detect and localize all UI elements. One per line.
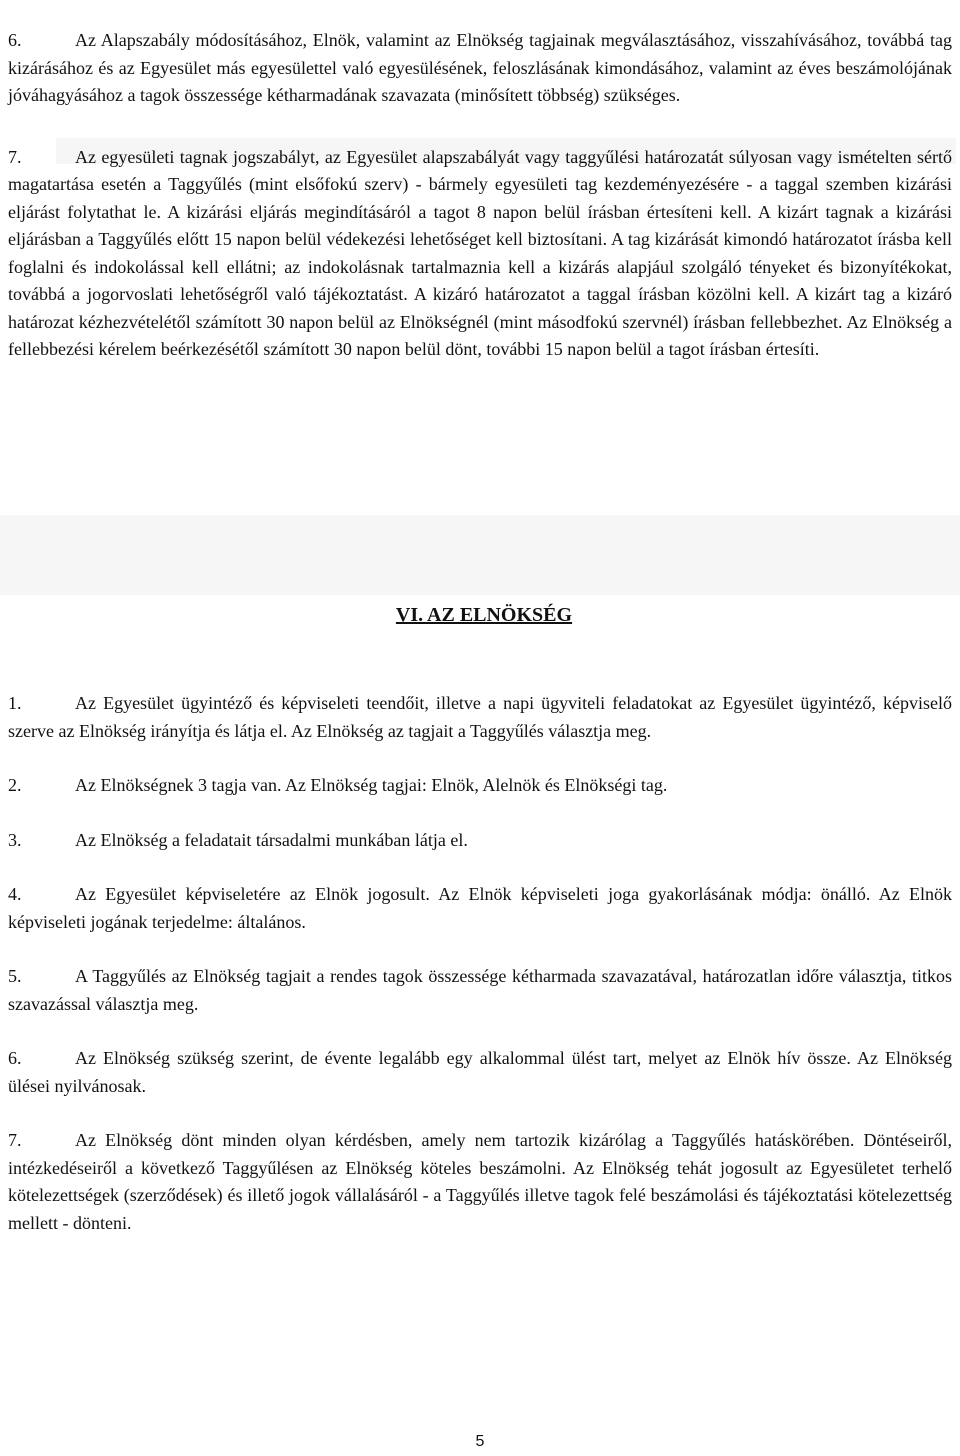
- paragraph-6: [8, 1045, 952, 1100]
- section-body: [8, 690, 952, 1237]
- paragraph-number: 3.: [8, 829, 22, 850]
- paragraph-number: 6.: [8, 30, 22, 50]
- shaded-band-middle: [0, 515, 960, 595]
- paragraph-4: [8, 881, 952, 936]
- paragraph-number: 7.: [8, 146, 22, 167]
- paragraph-text: Az Alapszabály módosításához, Elnök, valamint az Elnökség tagjainak megválasztásához, visszahívásához, továbbá tag kizárásához és az Egyesület más egyesülettel való egyesülésének, feloszlásának kimondásához, valamint az éves beszámolójának jóváhagyásához a tagok összessége kétharmadának szavazata (minősített többség) szükséges.: [8, 30, 952, 105]
- paragraph-text: Az Elnökségnek 3 tagja van. Az Elnökség tagjai: Elnök, Alelnök és Elnökségi tag.: [75, 775, 668, 795]
- paragraph-5: [8, 963, 952, 1018]
- section-heading: [8, 602, 952, 630]
- section-title: VI. AZ ELNÖKSÉG: [395, 604, 573, 626]
- paragraph-6-top: [8, 27, 952, 110]
- paragraph-2: [8, 772, 952, 800]
- paragraph-number: 4.: [8, 884, 22, 904]
- paragraph-3: [8, 827, 952, 855]
- paragraph-number: 2.: [8, 775, 22, 795]
- paragraph-text: Az Egyesület képviseletére az Elnök jogosult. Az Elnök képviseleti joga gyakorlásának módja: önálló. Az Elnök képviseleti jogának terjedelme: általános.: [8, 884, 952, 932]
- document-page: [8, 0, 952, 1233]
- paragraph-number: 5.: [8, 966, 22, 986]
- paragraph-text: Az Elnökség dönt minden olyan kérdésben, amely nem tartozik kizárólag a Taggyűlés hatáskörében. Döntéseiről, intézkedéseiről a következő Taggyűlésen az Elnökség köteles beszámolni. Az Elnökség tehát jogosult az Egyesületet terhelő kötelezettségek (szerződések) és illető jogok vállalásáról - a Taggyűlés illetve tagok felé beszámolási és tájékoztatási kötelezettség mellett - dönteni.: [8, 1130, 952, 1233]
- paragraph-7-top: [8, 144, 952, 364]
- paragraph-text: Az Egyesület ügyintéző és képviseleti teendőit, illetve a napi ügyviteli feladatokat az Egyesület ügyintéző, képviselő szerve az Elnökség irányítja és látja el. Az Elnökség az tagjait a Taggyűlés választja meg.: [8, 693, 952, 741]
- paragraph-text: Az egyesületi tagnak jogszabályt, az Egyesület alapszabályát vagy taggyűlési határozatát súlyosan vagy ismételten sértő magatartása esetén a Taggyűlés (mint elsőfokú szerv) - bármely egyesületi tag kezdeményezésére - a taggal szemben kizárási eljárást folytathat le. A kizárási eljárás megindításáról a tagot 8 napon belül írásban értesíteni kell. A kizárt tagnak a kizárási eljárásban a Taggyűlés előtt 15 napon belül védekezési lehetőséget kell biztosítani. A tag kizárását kimondó határozatot írásba kell foglalni és indokolással kell ellátni; az indokolásnak tartalmaznia kell a kizárás alapjául szolgáló tényeket és bizonyítékokat, továbbá a jogorvoslati lehetőségről való tájékoztatást. A kizáró határozatot a taggal írásban közölni kell. A kizárt tag a kizáró határozat kézhezvételétől számított 30 napon belül az Elnökségnél (mint másodfokú szervnél) írásban fellebbezhet. Az Elnökség a fellebbezési kérelem beérkezésétől számított 30 napon belül dönt, további 15 napon belül a tagot írásban értesíti.: [8, 146, 952, 359]
- page-number: 5: [475, 1433, 485, 1450]
- paragraph-text: Az Elnökség szükség szerint, de évente legalább egy alkalommal ülést tart, melyet az Elnök hív össze. Az Elnökség ülései nyilvánosak.: [8, 1048, 952, 1096]
- paragraph-number: 1.: [8, 693, 22, 713]
- paragraph-text: Az Elnökség a feladatait társadalmi munkában látja el.: [75, 829, 468, 850]
- paragraph-text: A Taggyűlés az Elnökség tagjait a rendes tagok összessége kétharmada szavazatával, határozatlan időre választja, titkos szavazással választja meg.: [8, 966, 952, 1014]
- paragraph-number: 7.: [8, 1130, 22, 1150]
- paragraph-number: 6.: [8, 1048, 22, 1068]
- paragraph-7: [8, 1127, 952, 1237]
- paragraph-1: [8, 690, 952, 745]
